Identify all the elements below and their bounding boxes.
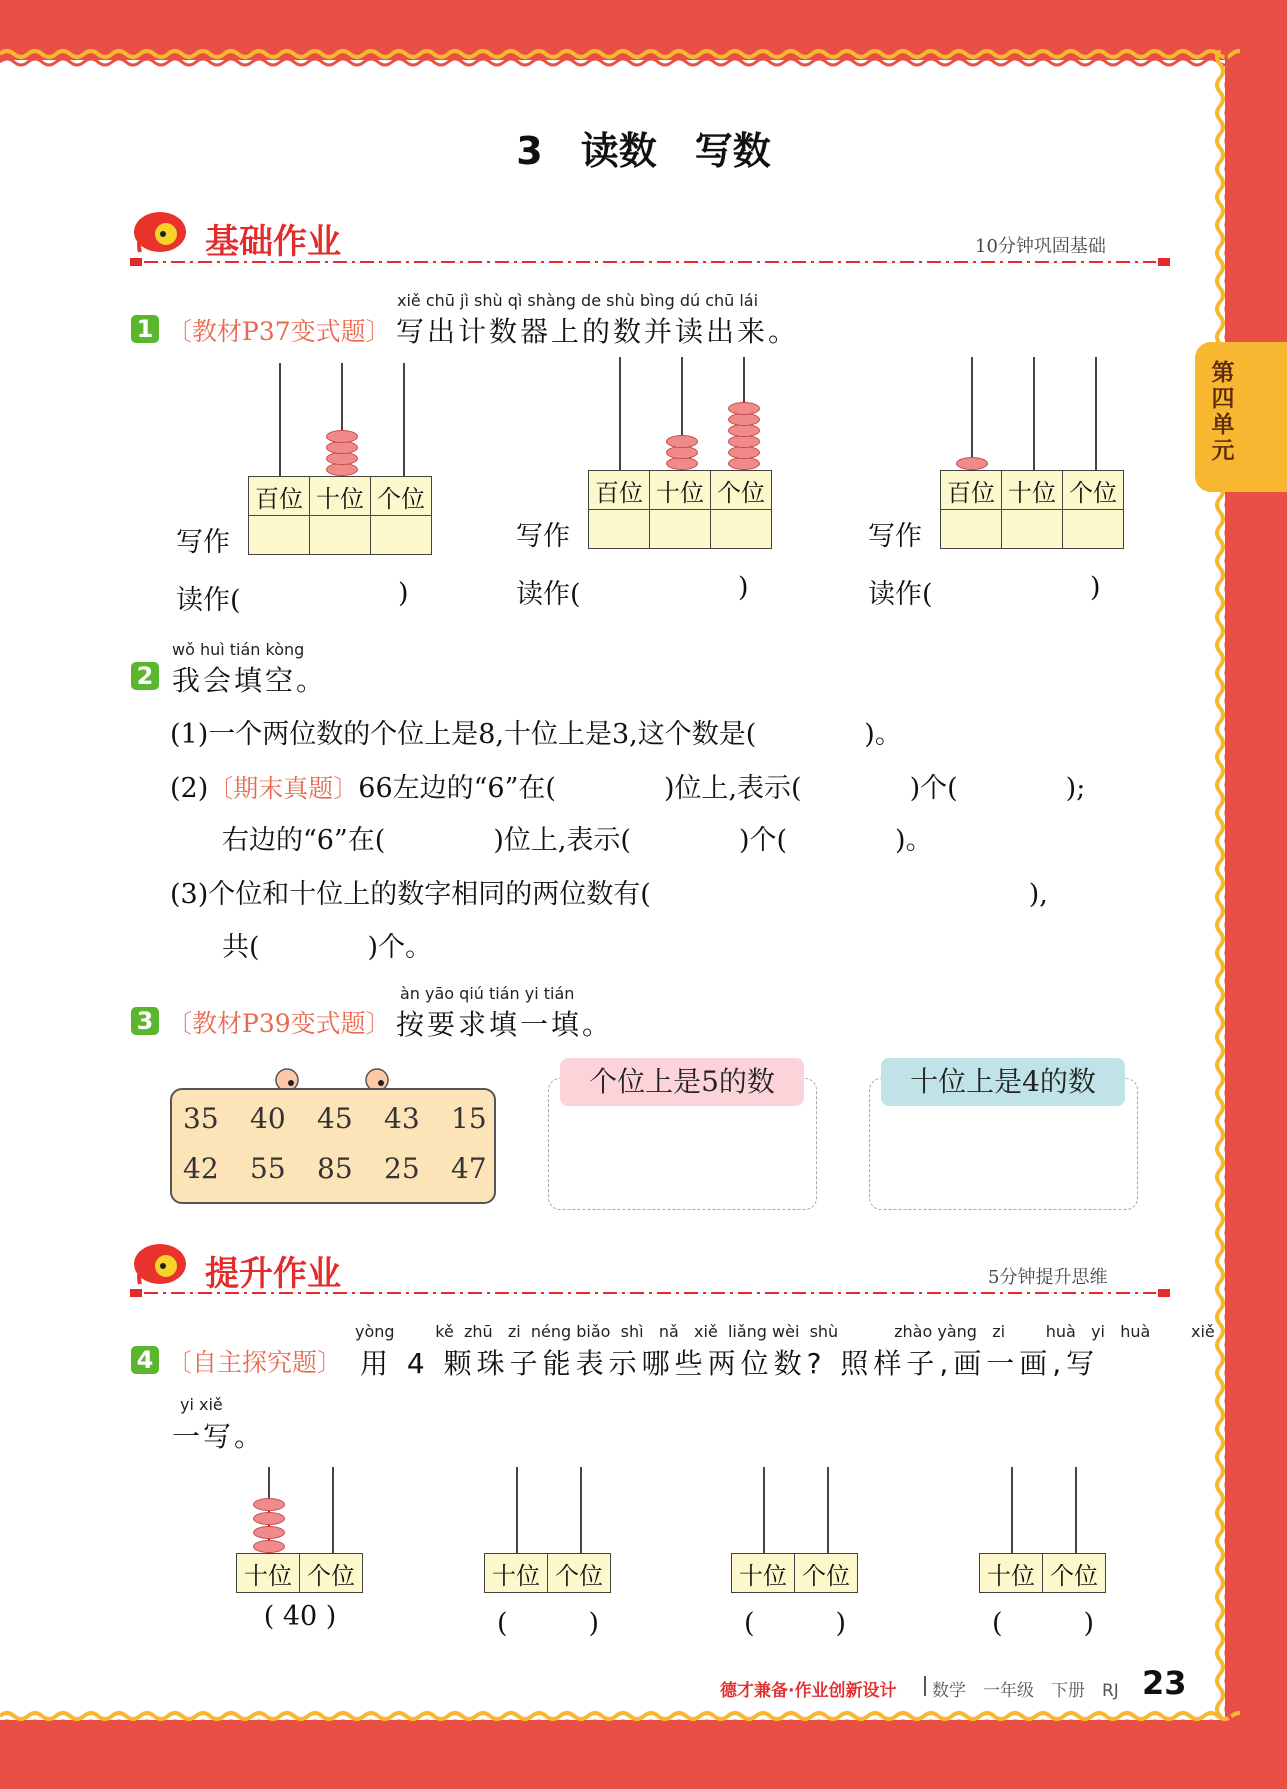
abacus-bead: [956, 457, 988, 470]
number-item[interactable]: 15: [451, 1102, 487, 1135]
abacus-bead: [253, 1526, 285, 1539]
abacus-bead: [666, 435, 698, 448]
abacus-rod: [763, 1467, 765, 1553]
abacus-rod: [1011, 1467, 1013, 1553]
q2-line-2-text: 66左边的“6”在( )位上,表示( )个( );: [358, 773, 1086, 804]
section-mascot-icon: [130, 208, 192, 260]
read-label-close: ): [1090, 572, 1101, 603]
place-label: 百位: [249, 477, 310, 516]
write-answer-cell[interactable]: [371, 516, 432, 555]
write-answer-cell[interactable]: [1002, 510, 1063, 549]
place-label: 十位: [650, 471, 711, 510]
abacus-rod: [1095, 357, 1097, 470]
answer-blank[interactable]: ( ): [991, 1608, 1095, 1639]
q3-question-text: 按要求填一填。: [396, 1008, 614, 1041]
q2-line-2-prefix: (2): [170, 773, 209, 804]
ones-five-label: 个位上是5的数: [560, 1058, 804, 1106]
place-label: 十位: [485, 1554, 548, 1593]
read-label: 读作(: [868, 579, 933, 610]
write-label: 写作: [868, 521, 922, 552]
place-value-table: [484, 1553, 611, 1593]
abacus-rod: [1033, 357, 1035, 470]
q2-line-2-source: 〔期末真题〕: [208, 774, 359, 803]
abacus-rod: [516, 1467, 518, 1553]
write-answer-cell[interactable]: [310, 516, 371, 555]
q1-pinyin: xiě chū jì shù qì shàng de shù bìng dú chū lái: [397, 291, 759, 310]
number-item[interactable]: 55: [250, 1152, 286, 1185]
section-divider: [130, 257, 1170, 267]
place-label: 十位: [237, 1554, 300, 1593]
place-label: 个位: [1043, 1554, 1106, 1593]
write-answer-cell[interactable]: [589, 510, 650, 549]
read-label-close: ): [398, 578, 409, 609]
q4-question-text-2: 一写。: [172, 1420, 266, 1453]
right-wavy-border: [1210, 50, 1240, 1720]
abacus-bead: [253, 1512, 285, 1525]
section-divider: [130, 1288, 1170, 1298]
write-label: 写作: [516, 521, 570, 552]
place-value-table: [588, 470, 772, 549]
number-item[interactable]: 45: [317, 1102, 353, 1135]
q4-pinyin: yòng kě zhū zi néng biǎo shì nǎ xiě liǎng wèi shù zhào yàng zi huà yi huà xiě: [355, 1322, 1215, 1341]
number-item[interactable]: 42: [183, 1152, 219, 1185]
place-label: 百位: [941, 471, 1002, 510]
q4-number-badge: 4: [131, 1346, 159, 1374]
write-answer-cell[interactable]: [650, 510, 711, 549]
read-label: 读作(: [516, 579, 581, 610]
place-label: 个位: [371, 477, 432, 516]
section-mascot-icon: [130, 1240, 192, 1292]
read-label: 读作(: [176, 585, 241, 616]
top-wavy-border: [0, 44, 1240, 72]
unit-side-tab-label: 第四单元: [1211, 360, 1235, 464]
q2-line-1: (1)一个两位数的个位上是8,十位上是3,这个数是( )。: [170, 719, 902, 750]
page-number: 23: [1142, 1664, 1187, 1702]
place-label: 十位: [1002, 471, 1063, 510]
q3-pinyin: àn yāo qiú tián yi tián: [400, 984, 575, 1003]
abacus-rod: [279, 363, 281, 476]
q2-line-2: [170, 766, 1085, 805]
abacus-rod: [1075, 1467, 1077, 1553]
abacus-rod: [619, 357, 621, 470]
place-value-table: [248, 476, 432, 555]
place-label: 个位: [1063, 471, 1124, 510]
place-label: 个位: [711, 471, 772, 510]
bottom-wavy-border: [0, 1706, 1240, 1734]
write-label: 写作: [176, 527, 230, 558]
q3-number-badge: 3: [131, 1007, 159, 1035]
number-item[interactable]: 47: [451, 1152, 487, 1185]
write-answer-cell[interactable]: [941, 510, 1002, 549]
number-item[interactable]: 43: [384, 1102, 420, 1135]
number-item[interactable]: 85: [317, 1152, 353, 1185]
q1-question-text: 写出计数器上的数并读出来。: [396, 315, 800, 348]
place-value-table: [979, 1553, 1106, 1593]
number-item[interactable]: 40: [250, 1102, 286, 1135]
q2-line-5: 共( )个。: [222, 932, 433, 963]
abacus-bead: [326, 430, 358, 443]
q4-pinyin-2: yi xiě: [180, 1395, 223, 1414]
place-label: 百位: [589, 471, 650, 510]
abacus-rod: [332, 1467, 334, 1553]
answer-blank[interactable]: ( ): [496, 1608, 600, 1639]
answer-blank[interactable]: ( ): [743, 1608, 847, 1639]
footer-separator: [924, 1676, 926, 1696]
q2-line-3: 右边的“6”在( )位上,表示( )个( )。: [222, 825, 933, 856]
place-value-table: [940, 470, 1124, 549]
place-label: 十位: [310, 477, 371, 516]
place-label: 个位: [300, 1554, 363, 1593]
abacus-bead: [728, 402, 760, 415]
q4-source-tag: 〔自主探究题〕: [167, 1348, 343, 1377]
q4-question-text: 用 4 颗珠子能表示哪些两位数? 照样子,画一画,写: [360, 1347, 1100, 1380]
number-item[interactable]: 35: [183, 1102, 219, 1135]
abacus-rod: [403, 363, 405, 476]
page-title: 3 读数 写数: [516, 129, 771, 173]
section-title-advanced: 提升作业: [205, 1254, 341, 1294]
number-item[interactable]: 25: [384, 1152, 420, 1185]
place-label: 个位: [548, 1554, 611, 1593]
q2-line-4: (3)个位和十位上的数字相同的两位数有( ),: [170, 879, 1048, 910]
abacus-bead: [253, 1540, 285, 1553]
section-note-basic: 10分钟巩固基础: [975, 236, 1106, 257]
footer-subject: 数学 一年级 下册 RJ: [932, 1681, 1119, 1701]
place-label: 个位: [795, 1554, 858, 1593]
q1-number-badge: 1: [131, 315, 159, 343]
tens-four-label: 十位上是4的数: [881, 1058, 1125, 1106]
place-label: 十位: [980, 1554, 1043, 1593]
section-note-advanced: 5分钟提升思维: [988, 1267, 1108, 1288]
q1-source-tag: 〔教材P37变式题〕: [167, 317, 391, 346]
place-label: 十位: [732, 1554, 795, 1593]
q3-source-tag: 〔教材P39变式题〕: [167, 1009, 391, 1038]
footer-brand: 德才兼备·作业创新设计: [720, 1681, 897, 1701]
write-answer-cell[interactable]: [1063, 510, 1124, 549]
q2-number-badge: 2: [131, 662, 159, 690]
abacus-rod: [580, 1467, 582, 1553]
read-label-close: ): [738, 572, 749, 603]
abacus-bead: [253, 1498, 285, 1511]
place-value-table: [731, 1553, 858, 1593]
abacus-rod: [971, 357, 973, 470]
example-answer: ( 40 ): [263, 1601, 337, 1632]
section-title-basic: 基础作业: [205, 222, 341, 262]
write-answer-cell[interactable]: [711, 510, 772, 549]
q2-pinyin: wǒ huì tián kòng: [172, 640, 305, 659]
q2-question-text: 我会填空。: [172, 664, 328, 697]
abacus-rod: [827, 1467, 829, 1553]
place-value-table: [236, 1553, 363, 1593]
write-answer-cell[interactable]: [249, 516, 310, 555]
